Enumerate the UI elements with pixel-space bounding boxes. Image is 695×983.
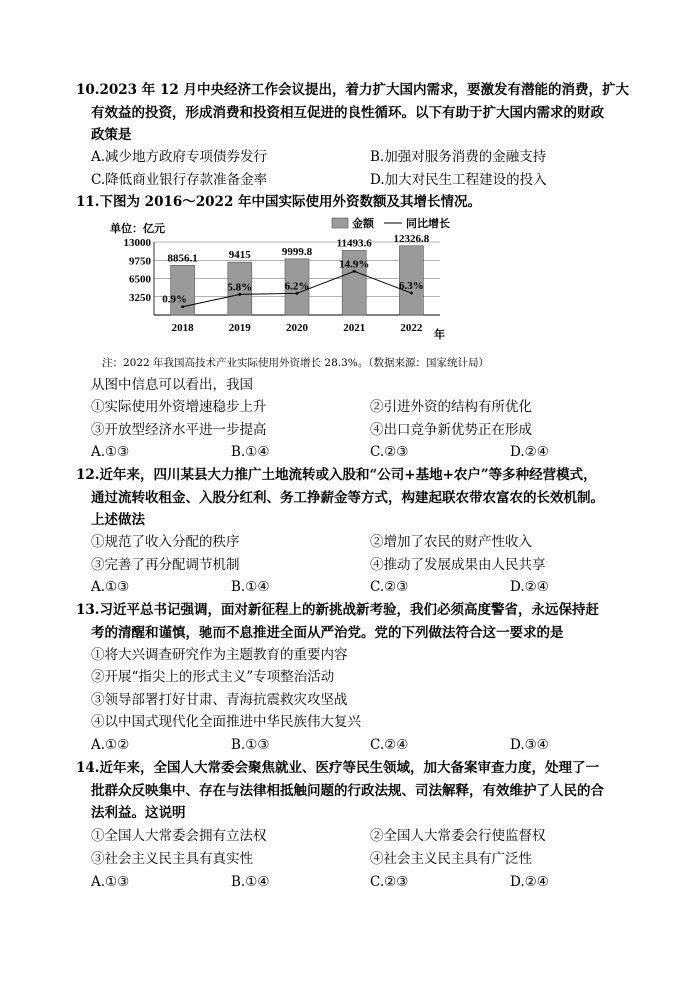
growth-value-label: 0.9% bbox=[162, 293, 187, 306]
growth-value-label: 14.9% bbox=[339, 258, 370, 271]
bar-value-label: 8856.1 bbox=[167, 252, 198, 265]
q14-item-1: ①全国人大常委会拥有立法权 bbox=[91, 828, 267, 844]
q10-option-c: C.降低商业银行存款准备金率 bbox=[91, 172, 268, 188]
q11-stem: 11.下图为 2016～2022 年中国实际使用外资数额及其增长情况。 bbox=[76, 194, 482, 210]
q11-item-4: ④出口竞争新优势正在形成 bbox=[370, 422, 532, 438]
growth-point bbox=[410, 292, 413, 295]
q11-question: 从图中信息可以看出，我国 bbox=[91, 377, 253, 393]
bar-value-label: 9415 bbox=[228, 249, 251, 262]
q14-stem-line-2: 批群众反映集中、存在与法律相抵触问题的行政法规、司法解释，有效维护了人民的合 bbox=[91, 783, 604, 799]
q13-answer-a: A.①② bbox=[91, 737, 130, 753]
q14-answer-a: A.①③ bbox=[91, 874, 130, 890]
q11-answer-a: A.①③ bbox=[91, 444, 130, 460]
legend-line-label: 同比增长 bbox=[406, 218, 450, 230]
bar-value-label: 11493.6 bbox=[336, 237, 372, 250]
q10-stem-line-2: 有效益的投资，形成消费和投资相互促进的良性循环。以下有助于扩大国内需求的财政 bbox=[91, 105, 604, 121]
q14-item-3: ③社会主义民主具有真实性 bbox=[91, 851, 253, 867]
q12-answer-b: B.①④ bbox=[231, 579, 270, 595]
q12-answer-a: A.①③ bbox=[91, 579, 130, 595]
growth-point bbox=[238, 293, 241, 296]
y-tick-label: 3250 bbox=[129, 291, 151, 304]
q13-item-4: ④以中国式现代化全面推进中华民族伟大复兴 bbox=[91, 714, 361, 730]
y-tick-label: 6500 bbox=[129, 273, 151, 286]
q12-answer-c: C.②③ bbox=[370, 579, 409, 595]
q14-stem-line-1: 14.近年来，全国人大常委会聚焦就业、医疗等民生领域，加大备案审查力度，处理了一 bbox=[76, 760, 599, 776]
y-tick-label: 9750 bbox=[129, 255, 151, 268]
q10-stem-line-3: 政策是 bbox=[91, 127, 132, 143]
x-axis-label: 年 bbox=[434, 329, 445, 341]
q10-stem-line-1: 10.2023 年 12 月中央经济工作会议提出，着力扩大国内需求，要激发有潜能的消费，扩大 bbox=[76, 82, 629, 98]
growth-point bbox=[296, 292, 299, 295]
q11-item-1: ①实际使用外资增速稳步上升 bbox=[91, 399, 267, 415]
q12-stem-line-2: 通过流转收租金、入股分红利、务工挣薪金等方式，构建起联农带农富农的长效机制。 bbox=[91, 490, 604, 506]
bar-value-label: 9999.8 bbox=[281, 245, 313, 258]
q12-item-4: ④推动了发展成果由人民共享 bbox=[370, 557, 546, 573]
legend-bar-swatch bbox=[332, 218, 348, 228]
q10-option-b: B.加强对服务消费的金融支持 bbox=[370, 149, 547, 165]
q11-item-3: ③开放型经济水平进一步提高 bbox=[91, 422, 267, 438]
q14-item-4: ④社会主义民主具有广泛性 bbox=[370, 851, 532, 867]
q13-answer-b: B.①③ bbox=[231, 737, 270, 753]
q11-item-2: ②引进外资的结构有所优化 bbox=[370, 399, 532, 415]
growth-point bbox=[353, 270, 356, 273]
q11-answer-d: D.②④ bbox=[510, 444, 549, 460]
q12-item-1: ①规范了收入分配的秩序 bbox=[91, 534, 240, 550]
legend-bar-label: 金额 bbox=[352, 218, 374, 230]
chart-labels bbox=[124, 233, 430, 334]
q13-stem-line-1: 13.习近平总书记强调，面对新征程上的新挑战新考验，我们必须高度警省，永远保持赶 bbox=[76, 602, 599, 618]
q11-note: 注：2022 年我国高技术产业实际使用外资增长 28.3%。（数据来源：国家统计局） bbox=[102, 357, 490, 369]
q11-answer-b: B.①④ bbox=[231, 444, 270, 460]
q14-answer-c: C.②③ bbox=[370, 874, 409, 890]
q13-answer-d: D.③④ bbox=[510, 737, 549, 753]
q14-answer-b: B.①④ bbox=[231, 874, 270, 890]
x-tick-label: 2022 bbox=[400, 322, 423, 334]
q12-stem-line-1: 12.近年来，四川某县大力推广土地流转或入股和“公司+基地+农户”等多种经营模式， bbox=[76, 467, 597, 483]
q13-item-1: ①将大兴调查研究作为主题教育的重要内容 bbox=[91, 647, 348, 663]
chart-unit-label: 单位：亿元 bbox=[110, 223, 165, 235]
q13-item-3: ③领导部署打好甘肃、青海抗震救灾攻坚战 bbox=[91, 692, 348, 708]
fdi-chart bbox=[110, 213, 450, 353]
growth-value-label: 6.2% bbox=[284, 280, 310, 293]
q14-answer-d: D.②④ bbox=[510, 874, 549, 890]
growth-value-label: 6.3% bbox=[399, 280, 424, 293]
q12-stem-line-3: 上述做法 bbox=[91, 512, 145, 528]
q14-item-2: ②全国人大常委会行使监督权 bbox=[370, 828, 546, 844]
x-tick-label: 2019 bbox=[228, 322, 251, 334]
q13-stem-line-2: 考的清醒和谨慎，驰而不息推进全面从严治党。党的下列做法符合这一要求的是 bbox=[91, 625, 564, 641]
y-tick-label: 13000 bbox=[123, 237, 151, 249]
q13-item-2: ②开展“指尖上的形式主义”专项整治活动 bbox=[91, 669, 335, 685]
q13-answer-c: C.②④ bbox=[370, 737, 409, 753]
q10-option-a: A.减少地方政府专项债券发行 bbox=[91, 149, 268, 165]
q12-answer-d: D.②④ bbox=[510, 579, 549, 595]
bar-value-label: 12326.8 bbox=[393, 232, 430, 245]
x-tick-label: 2020 bbox=[286, 322, 308, 334]
growth-point bbox=[181, 305, 184, 308]
q10-option-d: D.加大对民生工程建设的投入 bbox=[370, 172, 547, 188]
x-tick-label: 2021 bbox=[343, 322, 366, 334]
growth-value-label: 5.8% bbox=[227, 281, 253, 294]
q12-item-2: ②增加了农民的财产性收入 bbox=[370, 534, 532, 550]
q14-stem-line-3: 法利益。这说明 bbox=[91, 805, 186, 821]
x-tick-label: 2018 bbox=[171, 322, 194, 334]
q11-answer-c: C.②③ bbox=[370, 444, 409, 460]
q12-item-3: ③完善了再分配调节机制 bbox=[91, 557, 240, 573]
